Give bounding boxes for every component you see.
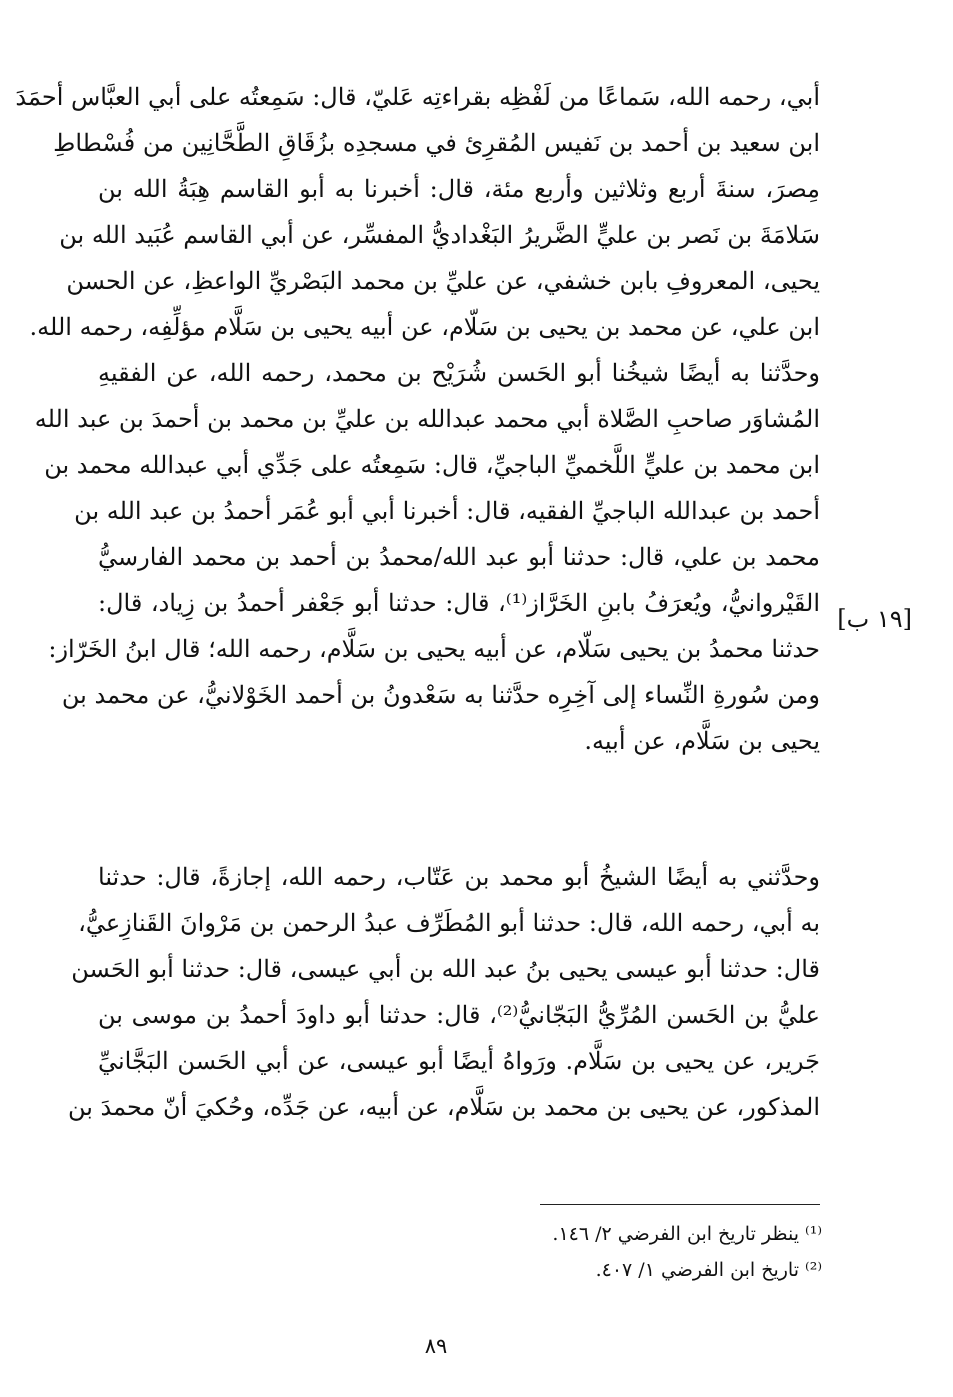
footnotes <box>300 1216 822 1288</box>
text-line: يحيى، المعروفِ بابن خشفي، عن عليِّ بن محمد البَصْريِّ الواعظِ، عن الحسن <box>66 267 820 295</box>
text-line: جَرير، عن يحيى بن سَلَّام. ورَواهُ أيضًا أبو عيسى، عن أبي الحَسن البَجَّانيِّ <box>98 1047 820 1075</box>
footnote: ⁽¹⁾ ينظر تاريخ ابن الفرضي ٢/ ١٤٦. <box>552 1223 822 1245</box>
footnote: ⁽²⁾ تاريخ ابن الفرضي ١/ ٤٠٧. <box>595 1259 822 1281</box>
text-line: ابن محمد بن عليٍّ اللَّخميِّ الباجيِّ، قال: سَمِعتُه على جَدِّي أبي عبدالله محمد بن <box>44 451 820 479</box>
text-line: مِصرَ، سنةَ أربع وثلاثين وأربع مئة، قال: أخبرنا به أبو القاسم هِبَةُ الله بن <box>98 175 820 203</box>
text-line: عليُّ بن الحَسن المُرِّيُّ البَجّانيُّ⁽²⁾، قال: حدثنا أبو داودَ أحمدُ بن موسى بن <box>98 1001 820 1029</box>
main-text <box>15 74 820 764</box>
text-line: أبي، رحمه الله، سَماعًا من لَفْظِه بقراءتِه عَليّ، قال: سَمِعتُه على أبي العبَّاس أحمَدَ <box>15 83 820 111</box>
text-line: به أبي، رحمه الله، قال: حدثنا أبو المُطَرِّف عبدُ الرحمن بن مَرْوانَ القَنازِعيُّ، <box>78 909 820 937</box>
text-line: المُشاوَر صاحبِ الصَّلاة أبي محمد عبدالله بن عليِّ بن محمد بن أحمدَ بن عبد الله <box>34 405 820 433</box>
manuscript-folio-marker: [١٩ ب] <box>837 605 912 633</box>
text-line: وحدَّثني به أيضًا الشيخُ أبو محمد بن عَتّاب، رحمه الله، إجازةً، قال: حدثنا <box>98 863 820 891</box>
text-line: قال: حدثنا أبو عيسى يحيى بنُ عبد الله بن أبي عيسى، قال: حدثنا أبو الحَسن <box>71 955 820 983</box>
page-number: ٨٩ <box>424 1334 448 1358</box>
text-line: أحمد بن عبدالله الباجيِّ الفقيه، قال: أخبرنا أبي أبو عُمَر أحمدُ بن عبد الله بن <box>74 497 820 525</box>
text-line: ابن سعيد بن أحمد بن نَفيس المُقرِئ في مسجدِه بزُقَاقِ الطَّحَّانِين من فُسْطاطِ <box>53 129 820 157</box>
text-line: المذكور، عن يحيى بن محمد بن سَلَّام، عن أبيه، عن جَدِّه، وحُكيَ أنّ محمدَ بن <box>67 1093 820 1121</box>
text-line: يحيى بن سَلَّام، عن أبيه. <box>584 727 820 755</box>
main-text-continued <box>67 854 820 1130</box>
text-line: ومن سُورةِ النِّساء إلى آخِرِه حدَّثنا به سَعْدونُ بن أحمد الخَوْلانيُّ، عن محمد بن <box>61 681 820 709</box>
text-line: ابن علي، عن محمد بن يحيى بن سَلّام، عن أبيه يحيى بن سَلَّام مؤلِّفِه، رحمه الله. <box>29 313 820 341</box>
text-line: القَيْروانيُّ، ويُعرَفُ بابنِ الخَرَّاز⁽¹⁾، قال: حدثنا أبو جَعْفر أحمدُ بن زِياد، قال: <box>98 589 820 617</box>
text-line: وحدَّثنا به أيضًا شيخُنا أبو الحَسن شُرَيْح بن محمد، رحمه الله، عن الفقيهِ <box>98 359 820 387</box>
footnote-separator <box>540 1204 820 1205</box>
text-line: سَلامَةَ بن نَصر بن عليٍّ الضَّريرُ البَغْداديُّ المفسِّر، عن أبي القاسم عُبَيد الله بن <box>59 221 820 249</box>
text-line: حدثنا محمدُ بن يحيى سَلّام، عن أبيه يحيى بن سَلَّام، رحمه الله؛ قال ابنُ الخَرّاز: <box>48 635 820 663</box>
text-line: محمد بن علي، قال: حدثنا أبو عبد الله/محمدُ بن أحمد بن محمد الفارسيُّ <box>98 543 820 571</box>
